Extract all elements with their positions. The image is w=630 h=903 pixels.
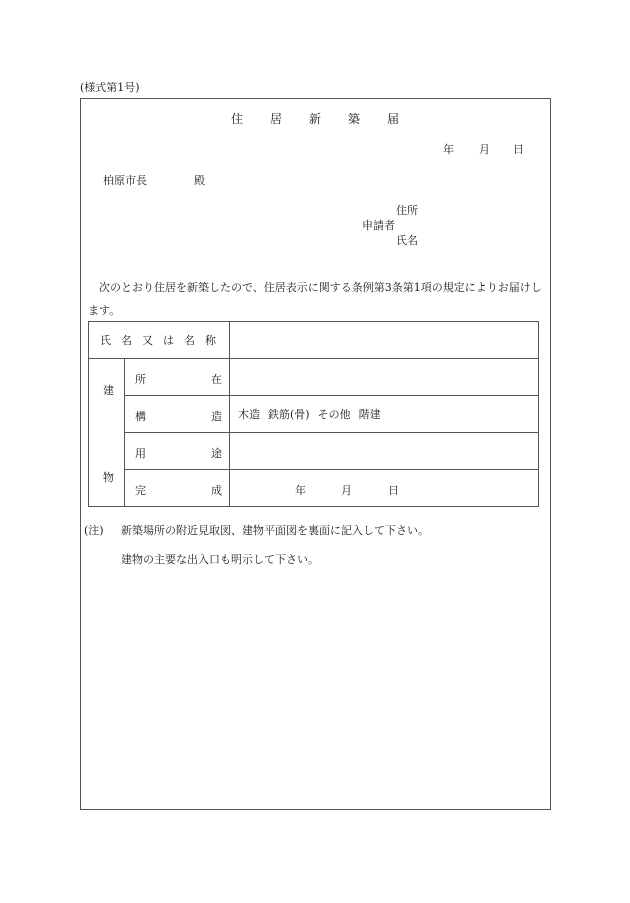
applicant-address-label: 住所 — [396, 204, 418, 217]
title-char: 新 — [308, 112, 322, 126]
title-char: 居 — [269, 112, 283, 126]
title-char: 届 — [387, 112, 401, 126]
building-info-table — [88, 321, 539, 507]
structure-option-wood[interactable]: 木造 — [238, 408, 260, 421]
date-month-label: 月 — [479, 143, 490, 156]
note-line-2: 建物の主要な出入口も明示して下さい。 — [121, 553, 319, 566]
building-label: 建 物 — [89, 359, 125, 507]
table-row — [89, 433, 539, 470]
table-row — [89, 322, 539, 359]
structure-options[interactable] — [230, 396, 539, 433]
date-day-label: 日 — [513, 143, 524, 156]
addressee-name: 柏原市長 — [103, 174, 147, 187]
use-label: 用 途 — [125, 433, 230, 470]
date-year-label: 年 — [443, 143, 454, 156]
location-label: 所 在 — [125, 359, 230, 396]
structure-option-steel[interactable]: 鉄筋(骨) — [268, 408, 310, 421]
structure-option-other[interactable]: その他 — [317, 408, 351, 421]
location-input-cell[interactable] — [230, 359, 539, 396]
applicant-name-label: 氏名 — [396, 234, 418, 247]
addressee-honorific: 殿 — [194, 174, 205, 187]
title-char: 住 — [230, 112, 244, 126]
structure-floors: 階建 — [358, 408, 381, 421]
title-char: 築 — [348, 112, 362, 126]
form-title — [80, 113, 551, 125]
name-input-cell[interactable] — [230, 322, 539, 359]
completion-label: 完 成 — [125, 470, 230, 507]
applicant-role-label: 申請者 — [362, 219, 395, 232]
structure-label: 構 造 — [125, 396, 230, 433]
body-text: 次のとおり住居を新築したので、住居表示に関する条例第3条第1項の規定によりお届けします。 — [88, 281, 542, 317]
name-label: 氏 名 又 は 名 称 — [89, 322, 230, 359]
form-number: (様式第1号) — [80, 81, 140, 94]
table-row — [89, 396, 539, 433]
note-prefix: (注) — [84, 524, 104, 537]
completion-date-cell[interactable]: 年 月 日 — [230, 470, 539, 507]
note-line-1: 新築場所の附近見取図、建物平面図を裏面に記入して下さい。 — [121, 524, 429, 537]
use-input-cell[interactable] — [230, 433, 539, 470]
table-row — [89, 359, 539, 396]
table-row — [89, 470, 539, 507]
